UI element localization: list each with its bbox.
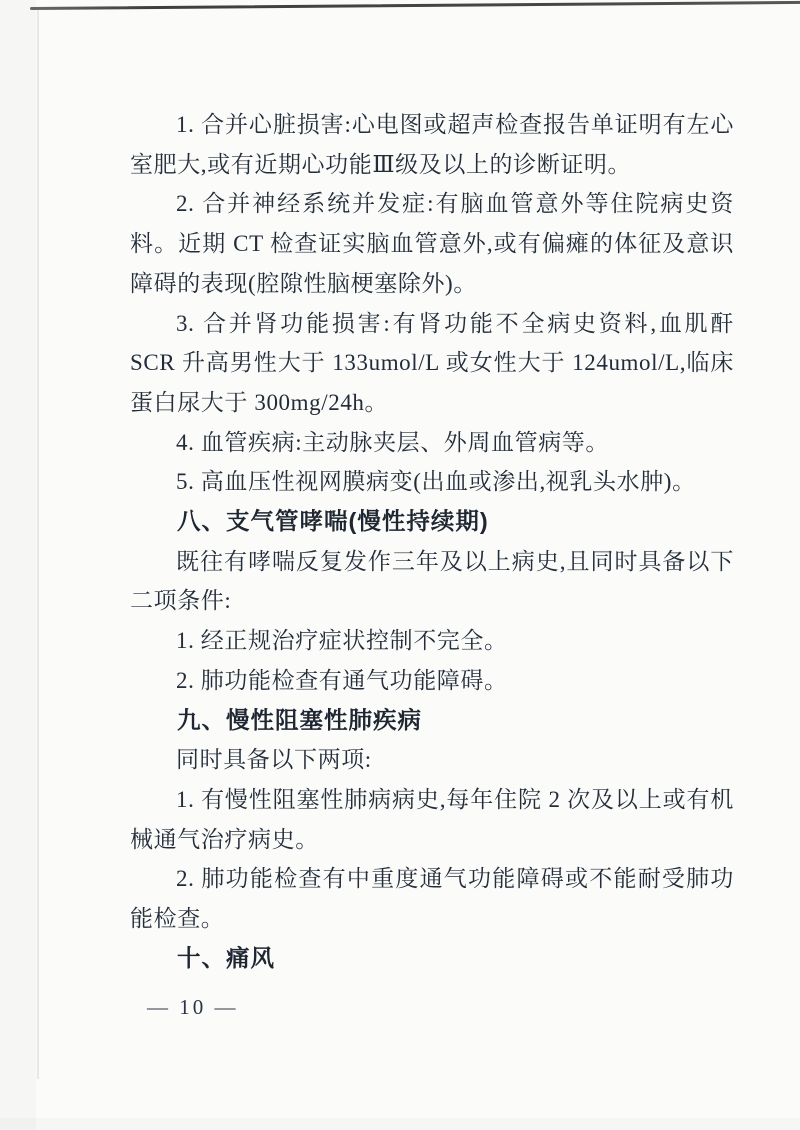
paragraph-asthma-history: 既往有哮喘反复发作三年及以上病史,且同时具备以下二项条件: <box>130 548 734 614</box>
paragraph-neurological-complications: 2. 合并神经系统并发症:有脑血管意外等住院病史资料。近期 CT 检查证实脑血管意外,或有偏瘫的体征及意识障碍的表现(腔隙性脑梗塞除外)。 <box>130 191 734 296</box>
paragraph-asthma-criterion-1: 1. 经正规治疗症状控制不完全。 <box>176 628 508 654</box>
paragraph-cardiac-damage: 1. 合并心脏损害:心电图或超声检查报告单证明有左心室肥大,或有近期心功能Ⅲ级及以上的诊断证明。 <box>130 112 734 177</box>
document-body <box>130 105 734 978</box>
scan-left-fold-line <box>37 9 39 1079</box>
paragraph-copd-criterion-2: 2. 肺功能检查有中重度通气功能障碍或不能耐受肺功能检查。 <box>130 866 734 932</box>
scan-left-shadow-band <box>0 0 36 1130</box>
paragraph-vascular-disease: 4. 血管疾病:主动脉夹层、外周血管病等。 <box>176 429 609 455</box>
paragraph-asthma-criterion-2: 2. 肺功能检查有通气功能障碍。 <box>176 667 508 693</box>
section-heading-copd: 九、慢性阻塞性肺疾病 <box>177 706 422 733</box>
paragraph-renal-damage: 3. 合并肾功能损害:有肾功能不全病史资料,血肌酐 SCR 升高男性大于 133umol/L 或女性大于 124umol/L,临床蛋白尿大于 300mg/24h。 <box>130 310 734 415</box>
section-heading-gout: 十、痛风 <box>177 944 275 971</box>
paragraph-hypertensive-retinopathy: 5. 高血压性视网膜病变(出血或渗出,视乳头水肿)。 <box>176 469 696 495</box>
paragraph-copd-intro: 同时具备以下两项: <box>176 747 372 773</box>
page-number: — 10 — <box>147 995 239 1019</box>
scan-top-edge-line <box>30 1 800 10</box>
section-heading-bronchial-asthma: 八、支气管哮喘(慢性持续期) <box>177 508 489 535</box>
paragraph-copd-criterion-1: 1. 有慢性阻塞性肺病病史,每年住院 2 次及以上或有机械通气治疗病史。 <box>130 786 734 852</box>
scan-bottom-shadow-band <box>0 1118 800 1130</box>
